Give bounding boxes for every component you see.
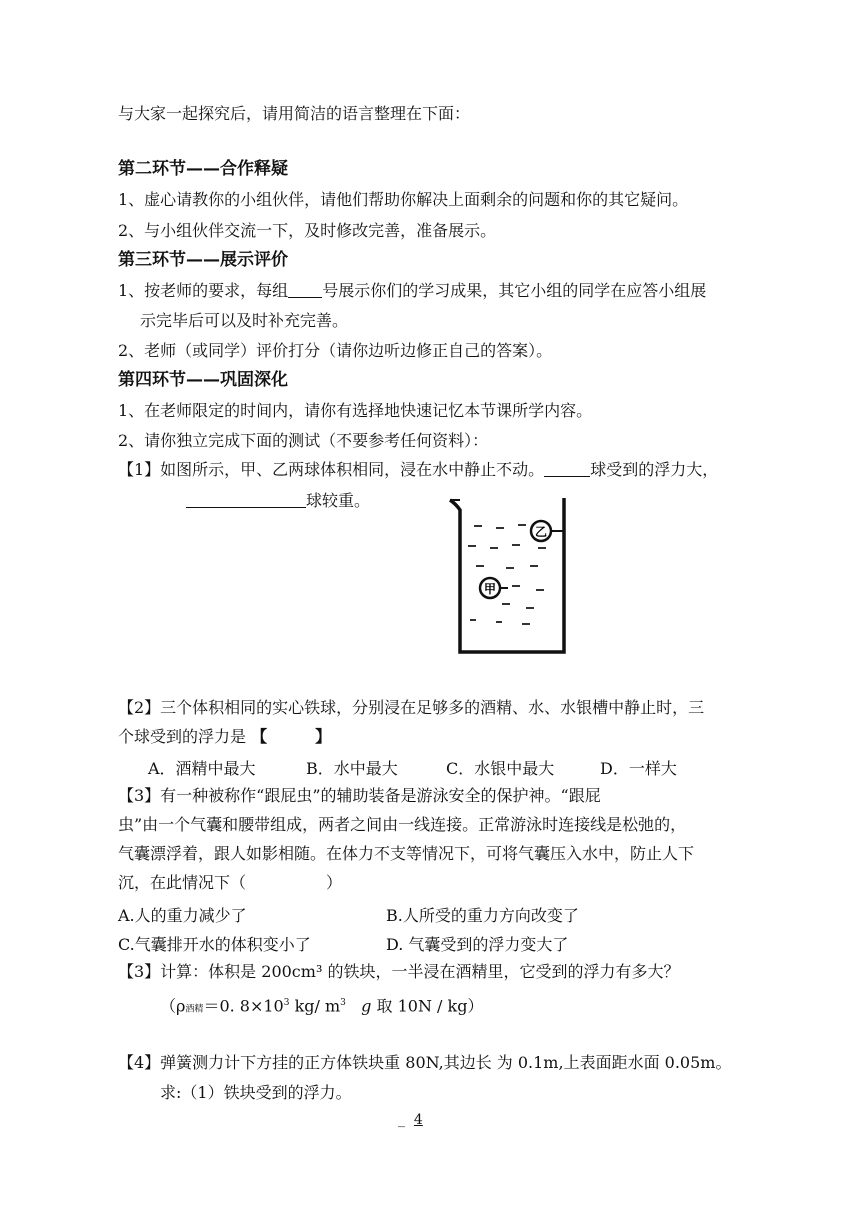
ball-yi-label: 乙 (534, 525, 548, 539)
ball-jia-label: 甲 (483, 582, 497, 596)
page-number: _ 4 (398, 1112, 423, 1128)
q3-line-2: 虫”由一个气囊和腰带组成，两者之间由一线连接。正常游泳时连接线是松弛的， (118, 815, 687, 834)
q4-line-2: 求:（1）铁块受到的浮力。 (160, 1083, 352, 1102)
q3-option-a[interactable]: A.人的重力减少了 (118, 906, 247, 925)
q1-line-1: 【1】如图所示，甲、乙两球体积相同，浸在水中静止不动。 球受到的浮力大， (118, 460, 719, 479)
s3-item-2: 2、老师（或同学）评价打分（请你边听边修正自己的答案）。 (118, 341, 553, 360)
section-4-title: 第四环节——巩固深化 (118, 370, 288, 390)
q4-line-1: 【4】弹簧测力计下方挂的正方体铁块重 80N,其边长 为 0.1m,上表面距水面 0.05m。 (118, 1053, 732, 1072)
q3-line-1: 【3】有一种被称作“跟屁虫”的辅助装备是游泳安全的保护神。“跟屁 (118, 786, 601, 805)
beaker-figure (446, 494, 574, 664)
s2-item-2: 2、与小组伙伴交流一下，及时修改完善，准备展示。 (118, 221, 497, 240)
s2-item-1: 1、虚心请教你的小组伙伴，请他们帮助你解决上面剩余的问题和你的其它疑问。 (118, 190, 689, 209)
section-3-title: 第三环节——展示评价 (118, 250, 288, 270)
q3b-given: （ρ酒精＝0. $8\times 10^3$ kg/ $m^3$ g 取 10N / kg） (160, 996, 484, 1016)
q3-option-b[interactable]: B.人所受的重力方向改变了 (386, 906, 579, 925)
q2-answer-bracket[interactable]: 【 】 (251, 727, 332, 746)
q2-option-c[interactable]: C．水银中最大 (446, 759, 555, 778)
q3-line-3: 气囊漂浮着，跟人如影相随。在体力不支等情况下，可将气囊压入水中，防止人下 (118, 844, 695, 863)
q2-option-b[interactable]: B．水中最大 (306, 759, 398, 778)
q1-line-2: 球较重。 (186, 490, 370, 512)
group-number-blank[interactable] (288, 281, 322, 298)
q2-line-2: 个球受到的浮力是 【 】 (118, 727, 332, 746)
s4-item-2: 2、请你独立完成下面的测试（不要参考任何资料）： (118, 431, 489, 450)
q3-option-d[interactable]: D. 气囊受到的浮力变大了 (386, 935, 569, 954)
intro-line: 与大家一起探究后，请用简洁的语言整理在下面： (118, 104, 471, 123)
s3-item-1-cont: 示完毕后可以及时补充完善。 (140, 311, 349, 330)
q3-option-c[interactable]: C.气囊排开水的体积变小了 (118, 935, 311, 954)
s4-item-1: 1、在老师限定的时间内，请你有选择地快速记忆本节课所学内容。 (118, 401, 593, 420)
q3-line-4: 沉，在此情况下（ ） (118, 873, 343, 892)
q3b-line-1: 【3】计算：体积是 200cm³ 的铁块，一半浸在酒精里，它受到的浮力有多大？ (118, 962, 680, 981)
q2-option-d[interactable]: D．一样大 (600, 759, 677, 778)
q2-option-a[interactable]: A．酒精中最大 (148, 759, 256, 778)
q1-blank-2[interactable] (186, 491, 306, 508)
section-2-title: 第二环节——合作释疑 (118, 159, 288, 179)
s3-item-1: 1、按老师的要求，每组 号展示你们的学习成果，其它小组的同学在应答小组展 (118, 281, 707, 300)
q2-line-1: 【2】三个体积相同的实心铁球，分别浸在足够多的酒精、水、水银槽中静止时，三 (118, 698, 705, 717)
q1-blank-1[interactable] (544, 460, 590, 477)
